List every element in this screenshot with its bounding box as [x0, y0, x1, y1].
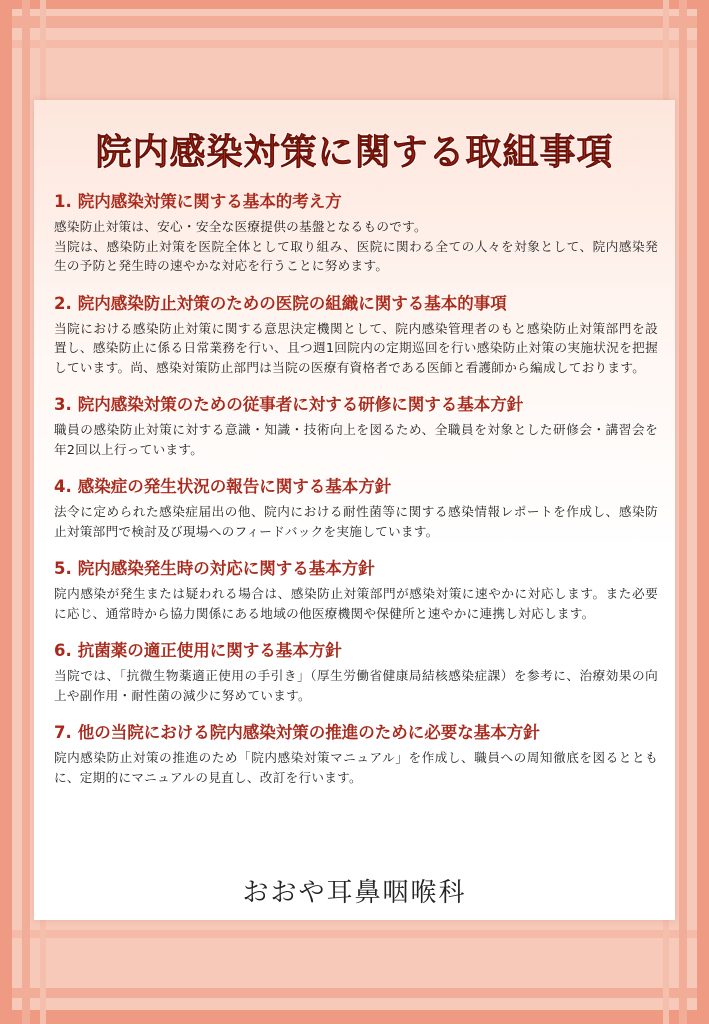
section-body: 当院では、「抗微生物薬適正使用の手引き」（厚生労働省健康局結核感染症課）を参考に、治療効果の向上や副作用・耐性菌の減少に努めています。 — [54, 668, 658, 703]
section-2 — [54, 293, 658, 378]
section-heading: 院内感染対策に関する基本的考え方 — [77, 192, 342, 211]
border-stripe — [0, 40, 709, 48]
section-title — [54, 293, 658, 315]
section-body: 当院における感染防止対策に関する意思決定機関として、院内感染管理者のもと感染防止対策部門を設置し、感染防止に係る日常業務を行い、且つ週1回院内の定期巡回を行い感染防止対策の実施状況を把握しています。尚、感染対策防止部門は当院の医療有資格者である医師と看護師から編成しております。 — [54, 320, 658, 375]
section-title — [54, 558, 658, 580]
section-number: 2. — [54, 293, 72, 313]
clinic-name: おおや耳鼻咽喉科 — [242, 878, 467, 908]
section-7 — [54, 722, 658, 787]
section-heading: 院内感染対策のための従事者に対する研修に関する基本方針 — [77, 395, 524, 414]
section-body: 法令に定められた感染症届出の他、院内における耐性菌等に関する感染情報レポートを作成し、感染防止対策部門で検討及び現場へのフィードバックを実施しています。 — [54, 504, 658, 539]
section-6 — [54, 640, 658, 705]
section-number: 1. — [54, 192, 72, 211]
section-number: 5. — [54, 559, 72, 578]
section-5 — [54, 558, 658, 623]
section-heading: 院内感染発生時の対応に関する基本方針 — [77, 559, 375, 578]
section-heading: 他の当院における院内感染対策の推進のために必要な基本方針 — [77, 723, 540, 742]
section-4 — [54, 476, 658, 541]
section-title — [54, 722, 658, 744]
section-body: 感染防止対策は、安心・安全な医療提供の基盤となるものです。 当院は、感染防止対策を医院全体として取り組み、医院に関わる全ての人々を対象として、院内感染発生の予防と発生時の速やかな対応を行うことに努めます。 — [54, 219, 658, 273]
section-body: 職員の感染防止対策に対する意識・知識・技術向上を図るため、全職員を対象とした研修会・講習会を年2回以上行っています。 — [54, 422, 658, 457]
page-title: 院内感染対策に関する取組事項 — [95, 132, 614, 173]
section-title — [54, 476, 658, 498]
section-1 — [54, 191, 658, 276]
section-heading: 感染症の発生状況の報告に関する基本方針 — [77, 477, 392, 496]
section-title — [54, 394, 658, 416]
border-stripe — [0, 0, 709, 9]
border-stripe — [0, 16, 709, 28]
section-number: 6. — [54, 641, 72, 660]
border-stripe — [0, 930, 709, 938]
section-title — [54, 191, 658, 213]
section-heading: 抗菌薬の適正使用に関する基本方針 — [77, 641, 342, 660]
section-number: 4. — [54, 477, 72, 496]
section-number: 7. — [54, 723, 72, 742]
section-heading: 院内感染防止対策のための医院の組織に関する基本的事項 — [77, 293, 507, 313]
section-body: 院内感染防止対策の推進のため「院内感染対策マニュアル」を作成し、職員への周知徹底を図るとともに、定期的にマニュアルの見直し、改訂を行います。 — [54, 750, 658, 785]
border-stripe — [0, 988, 709, 998]
border-stripe — [0, 1010, 709, 1024]
sections-list — [54, 191, 658, 804]
section-title — [54, 640, 658, 662]
section-body: 院内感染が発生または疑われる場合は、感染防止対策部門が感染対策に速やかに対応します。また必要に応じ、通常時から協力関係にある地域の他医療機関や保健所と速やかに連携し対応します。 — [54, 586, 658, 621]
section-3 — [54, 394, 658, 459]
section-number: 3. — [54, 395, 72, 414]
